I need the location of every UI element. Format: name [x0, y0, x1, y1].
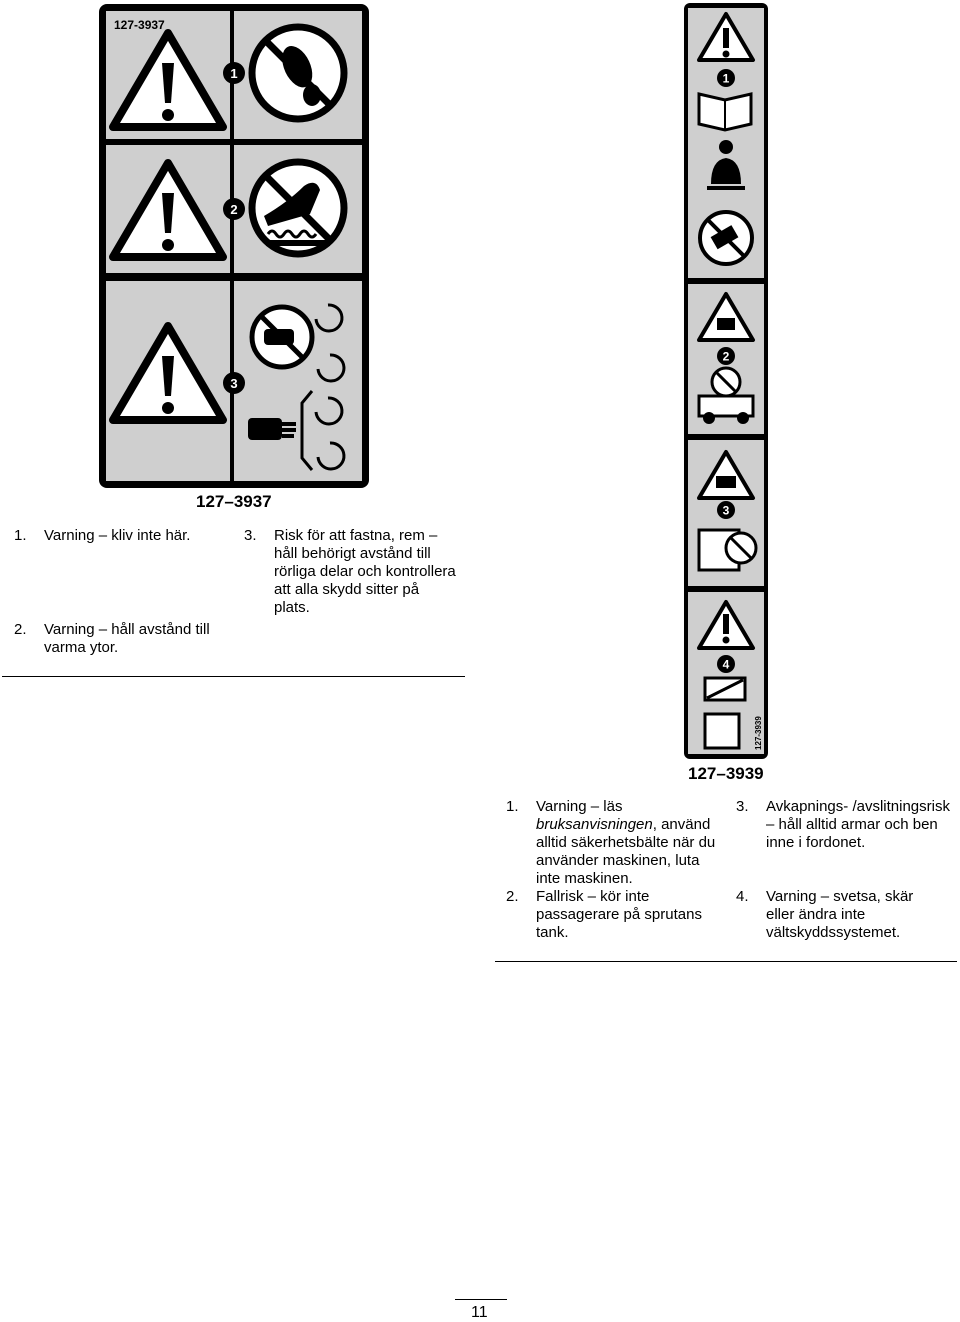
no-hand-icon: [252, 307, 312, 367]
decal-label-text: 127-3939: [754, 716, 763, 750]
no-welding-icon: [705, 678, 745, 748]
item-text: Avkapnings- /avslitningsrisk – håll alltid armar och ben inne i fordonet.: [766, 798, 950, 851]
decal-127-3937: [98, 3, 370, 489]
manual-reference: bruksanvisningen: [536, 816, 653, 833]
section-divider: [495, 961, 957, 962]
decal-label-text: 127-3937: [114, 18, 165, 32]
callout-1: 1: [722, 71, 730, 86]
item-text: Varning – kliv inte här.: [44, 527, 191, 544]
page-number: 11: [471, 1304, 488, 1321]
no-tipping-icon: [700, 212, 752, 264]
section-divider: [2, 676, 465, 677]
callout-1: 1: [230, 66, 238, 81]
item-text: Fallrisk – kör inte passagerare på sprutans tank.: [536, 888, 702, 941]
hot-surface-no-touch-icon: [252, 162, 344, 254]
item-text-post: , använd alltid säkerhetsbälte när du använder maskinen, luta inte maskinen.: [536, 816, 716, 887]
figure-caption-127-3939: 127–3939: [688, 764, 764, 783]
manual-book-icon: [699, 94, 751, 130]
item-text-pre: Varning – läs: [536, 798, 623, 815]
page-number-rule: [455, 1299, 507, 1300]
callout-3: 3: [722, 503, 730, 518]
item-text: Risk för att fastna, rem – håll behörigt avstånd till rörliga delar och kontrollera att alla skydd sitter på plats.: [274, 527, 456, 616]
callout-2: 2: [722, 349, 730, 364]
item-number: 3.: [736, 798, 749, 815]
item-number: 2.: [14, 621, 27, 638]
item-number: 1.: [506, 798, 519, 815]
item-number: 4.: [736, 888, 749, 905]
item-text: [536, 798, 721, 888]
figure-caption-127-3937: 127–3937: [196, 492, 272, 511]
callout-3: 3: [230, 376, 238, 391]
item-text: Varning – svetsa, skär eller ändra inte vältskyddssystemet.: [766, 888, 914, 941]
no-step-icon: [252, 27, 344, 119]
decal-127-3939: [683, 2, 769, 760]
item-text: Varning – håll avstånd till varma ytor.: [44, 621, 210, 656]
item-number: 3.: [244, 527, 257, 544]
item-number: 2.: [506, 888, 519, 905]
callout-4: 4: [722, 657, 730, 672]
callout-2: 2: [230, 202, 238, 217]
item-number: 1.: [14, 527, 27, 544]
